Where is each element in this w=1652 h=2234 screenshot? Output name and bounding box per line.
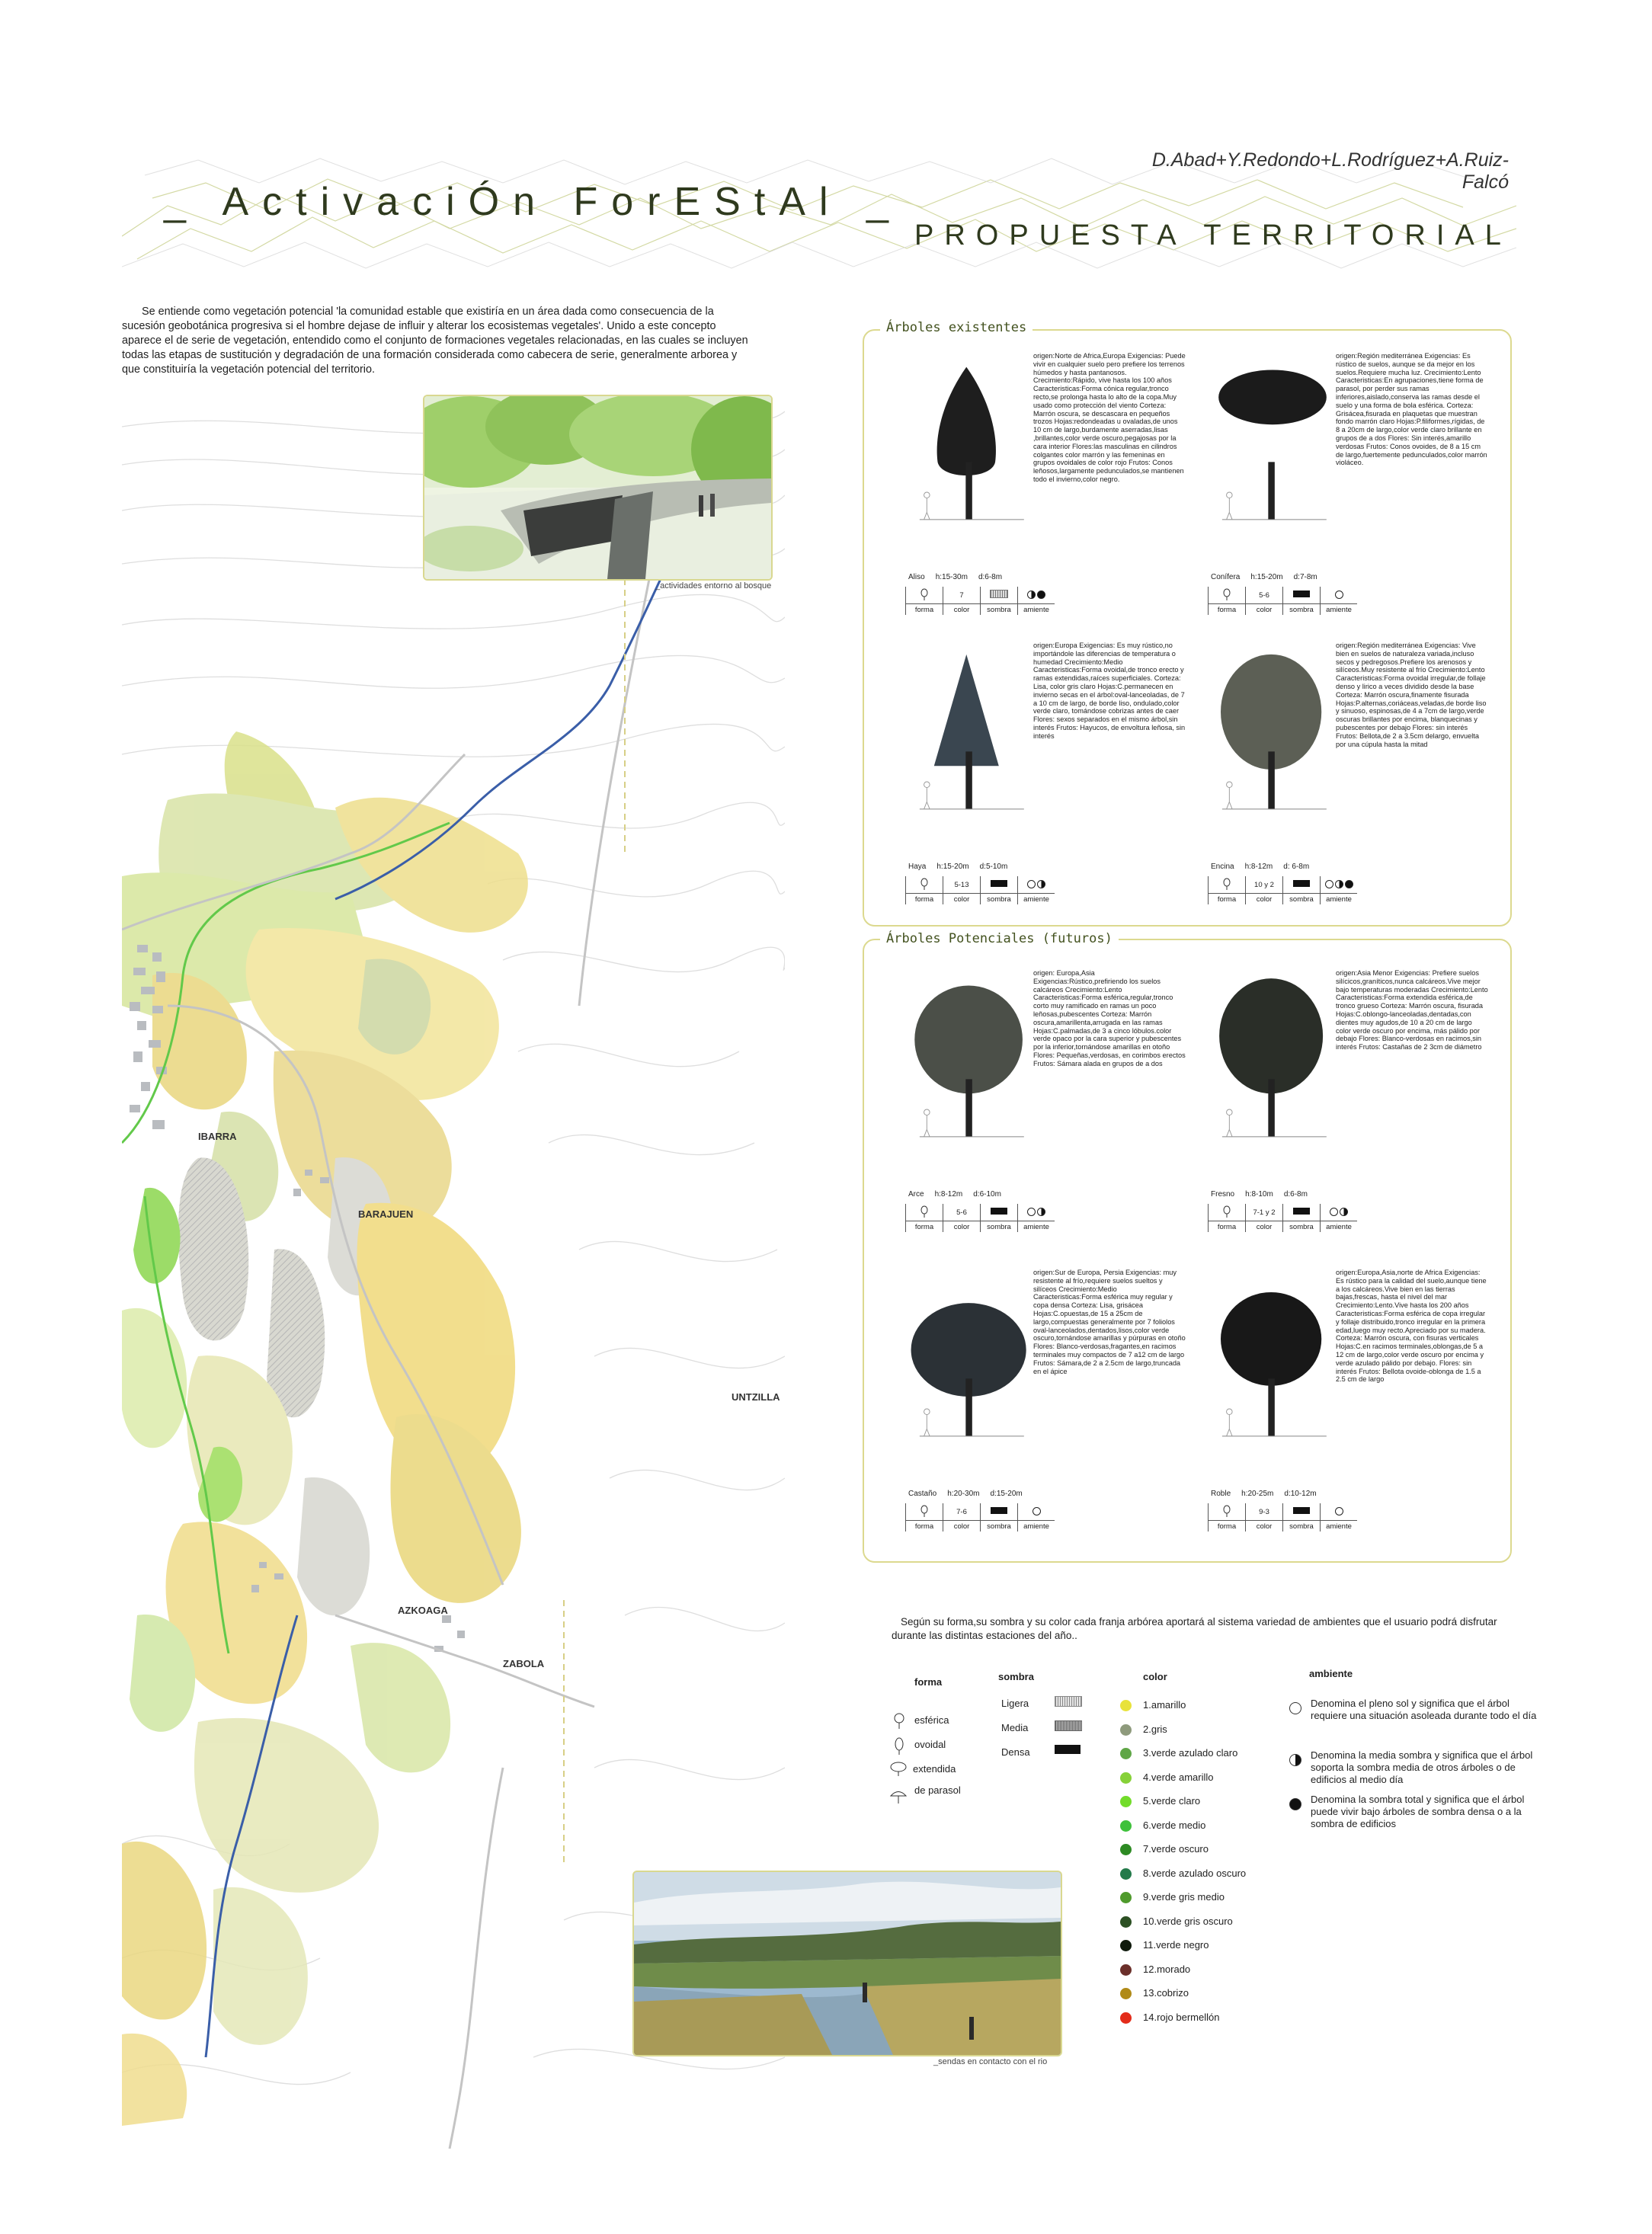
tree-description: origen:Región mediterránea Exigencias: Vive bien en suelos de naturaleza variada,incluso secos y pedregosos.Prefiere los arenosos y silíceos.Muy resistente al frío Crecimiento:Lento Caracteristicas:Forma ovoidal irregular,de follaje denso y lirico a veces dividido desde la base Corteza: Marrón oscura,finamente fisurada Hojas:P.alternas,coriáceas,veladas,de borde liso y sinuoso, espinosas,de 4 a 7cm de largo,verde oscuras brillantes por encima, blanquecinas y pubescentes por debajo Flores: sin interés Frutos: Bellota,de 2 a 3.5cm delargo, envuelta por una cúpula hasta la mitad — [1336, 642, 1487, 748]
table-label-color: color — [943, 1521, 981, 1532]
color-swatch — [1120, 1700, 1132, 1711]
intro-text: Se entiende como vegetación potencial 'la comunidad estable que existiría en un área dada como consecuencia de la sucesión geobotánica progresiva si el hombre dejase de influir y alterar los ecosistemas vegetales'. Unido a este concepto aparece el de serie de vegetación, entendido como el conjunto de formaciones vegetales relacionadas, en las cuales se incluyen todas las etapas de sustitución y degradación de una formación considerada como cabecera de serie, generalmente arborea y que constituiría la vegetación potencial del territorio. — [122, 306, 748, 376]
shade-swatch — [981, 587, 1018, 604]
light-shade-swatch — [1055, 1696, 1082, 1707]
tree-illustration — [1208, 349, 1337, 532]
ambient-empty-icon — [1027, 880, 1036, 888]
tree-card — [890, 634, 1195, 916]
tree-diameter: d: 6-8m — [1283, 863, 1310, 871]
ambient-description: Denomina el pleno sol y significa que el árbol requiere una situación asoleada durante todo el día — [1311, 1698, 1537, 1721]
legend-sombra-title: sombra — [998, 1671, 1034, 1682]
tree-attributes-table — [1208, 587, 1357, 615]
table-label-sombra: sombra — [981, 1221, 1018, 1233]
ovoid-shape-icon — [893, 1737, 905, 1756]
color-swatch — [1120, 1844, 1132, 1855]
color-label: 6.verde medio — [1143, 1819, 1206, 1831]
tree-card — [1193, 634, 1497, 916]
ambient-empty-icon — [1027, 1208, 1036, 1216]
tree-illustration — [1208, 966, 1337, 1149]
tree-description: origen:Región mediterránea Exigencias: Es rústico de suelos, aunque se da mejor en los suelos.Requiere mucha luz. Crecimiento:Lento Caracteristicas:En agrupaciones,tiene forma de parasol, por perder sus ramas inferiores,aislado,conserva las ramas desde el suelo y una forma de bola esférica. Corteza: Grisácea,fisurada en plaquetas que muestran fondo marrón claro Hojas:P.filiformes,rígidas, de 8 a 20cm de largo,color verde claro brillante en grupos de a dos Flores: Sin interés,amarillo verdosas Frutos: Conos ovoides, de 8 a 15 cm de largo,fuertemente pedunculados,color marrón violáceo. — [1336, 352, 1487, 467]
tree-name: Arce — [908, 1190, 924, 1199]
tree-diameter: d:6-10m — [973, 1190, 1001, 1199]
tree-name: Roble — [1211, 1490, 1231, 1498]
table-label-sombra: sombra — [1283, 894, 1321, 905]
legend-intro: Según su forma,su sombra y su color cada franja arbórea aportará al sistema variedad de ambientes que el usuario podrá disfrutar durante las distintas estaciones del año.. — [892, 1616, 1497, 1641]
spherical-shape-icon — [893, 1713, 905, 1730]
table-label-amiente: amiente — [1018, 604, 1055, 616]
color-label: 8.verde azulado oscuro — [1143, 1867, 1247, 1879]
ambient-icons — [1018, 587, 1055, 604]
shade-swatch — [981, 1503, 1018, 1521]
legend-sombra-item: Media — [1001, 1722, 1029, 1733]
tree-description: origen:Norte de Africa,Europa Exigencias: Puede vivir en cualquier suelo pero prefiere los terrenos húmedos y hasta pantanosos. Crecimiento:Rápido, vive hasta los 100 años Caracteristicas:Forma cónica regular,tronco recto,se prolonga hasta lo alto de la copa.Muy usado como protección del viento Corteza: Marrón oscura, se descascara en pequeños trozos Hojas:redondeadas u ovaladas,de unos 10 cm de largo,burdamente aserradas,lisas ,brillantes,color verde oscuro,pegajosas por la cara interior Flores:las masculinas en cilindros colgantes color marrón y las femeninas en grupos ovoidales de color rojo Frutos: Conos leñosos,largamente pedunculados,se mantienen todo el invierno,color negro. — [1033, 352, 1186, 483]
tree-card — [890, 1261, 1195, 1543]
legend-forma-item: extendida — [913, 1763, 956, 1775]
shape-icon — [906, 1503, 943, 1521]
tree-card — [890, 344, 1195, 626]
tree-height: h:20-25m — [1241, 1490, 1274, 1498]
color-swatch — [1120, 1892, 1132, 1903]
tree-name: Encina — [1211, 863, 1234, 871]
ambient-half-icon — [1340, 1208, 1348, 1216]
ambient-icons — [1018, 1503, 1055, 1521]
tree-name-row — [908, 863, 1018, 871]
tree-card — [1193, 1261, 1497, 1543]
table-label-amiente: amiente — [1321, 604, 1358, 616]
ambient-half-icon — [1037, 1208, 1045, 1216]
ambient-empty-icon — [1335, 1507, 1343, 1515]
shape-icon — [906, 587, 943, 604]
photo-caption: _sendas en contacto con el rio — [933, 2057, 1048, 2066]
tree-height: h:20-30m — [947, 1490, 980, 1498]
shade-swatch — [981, 1204, 1018, 1221]
table-label-color: color — [943, 604, 981, 616]
dense-shade-swatch — [1055, 1745, 1081, 1754]
tree-illustration — [905, 1266, 1035, 1448]
table-label-sombra: sombra — [1283, 1221, 1321, 1233]
color-swatch — [1120, 1748, 1132, 1759]
ambient-half-icon — [1027, 591, 1036, 599]
shade-swatch — [1283, 1204, 1321, 1221]
tree-color-code: 5-6 — [1246, 587, 1283, 604]
color-label: 12.morado — [1143, 1963, 1191, 1975]
color-label: 7.verde oscuro — [1143, 1843, 1209, 1855]
tree-card — [890, 962, 1195, 1243]
ambient-half-icon — [1335, 880, 1343, 888]
tree-diameter: d:6-8m — [978, 573, 1003, 581]
ambient-icons — [1321, 1503, 1358, 1521]
shade-swatch — [1283, 587, 1321, 604]
tree-attributes-table — [905, 876, 1055, 904]
tree-name-row — [908, 1190, 1012, 1199]
tree-diameter: d:10-12m — [1284, 1490, 1317, 1498]
tree-height: h:15-20m — [1250, 573, 1283, 581]
authors: D.Abad+Y.Redondo+L.Rodríguez+A.Ruiz-Falcó — [1151, 149, 1509, 193]
tree-description: origen: Europa,Asia Exigencias:Rústico,prefiriendo los suelos calcáreos Crecimiento:Lento Caracteristicas:Forma esférica,regular,tronco corto muy ramificado en ramas un poco leñosas,pubescentes Corteza: Marrón oscura,amarillenta,arrugada en las ramas Hojas:C.palmadas,de 3 a cinco lóbulos.color verde opaco por la cara superior y pubescentes por la inferior,tornándose amarillas en otoño Flores: Pequeñas,verdosas, en corimbos erectos Frutos: Sámara alada en grupos de a dos — [1033, 969, 1186, 1067]
color-label: 13.cobrizo — [1143, 1987, 1189, 1999]
potential-trees-title: Árboles Potenciales (futuros) — [880, 931, 1119, 946]
table-label-forma: forma — [906, 1521, 943, 1532]
table-label-sombra: sombra — [981, 604, 1018, 616]
table-label-color: color — [943, 1221, 981, 1233]
tree-color-code: 10 y 2 — [1246, 876, 1283, 894]
table-label-amiente: amiente — [1018, 1521, 1055, 1532]
table-label-forma: forma — [1209, 1521, 1246, 1532]
ambient-icons — [1321, 1204, 1358, 1221]
shade-swatch — [981, 876, 1018, 894]
table-label-forma: forma — [906, 604, 943, 616]
ambient-icons — [1018, 876, 1055, 894]
tree-name: Haya — [908, 863, 927, 871]
tree-name: Conífera — [1211, 573, 1241, 581]
shape-icon — [906, 1204, 943, 1221]
ambient-description: Denomina la sombra total y significa que el árbol puede vivir bajo árboles de sombra densa o a la sombra de edificios — [1311, 1794, 1525, 1829]
tree-color-code: 5-13 — [943, 876, 981, 894]
tree-diameter: d:6-8m — [1283, 1190, 1308, 1199]
color-swatch — [1120, 1796, 1132, 1807]
color-label: 9.verde gris medio — [1143, 1891, 1225, 1903]
place-label: UNTZILLA — [732, 1391, 780, 1403]
tree-illustration — [1208, 1266, 1337, 1448]
color-label: 1.amarillo — [1143, 1699, 1186, 1711]
table-label-color: color — [1246, 1521, 1283, 1532]
table-label-sombra: sombra — [1283, 1521, 1321, 1532]
table-label-forma: forma — [906, 894, 943, 905]
table-label-sombra: sombra — [981, 894, 1018, 905]
table-label-amiente: amiente — [1321, 1221, 1358, 1233]
table-label-forma: forma — [1209, 604, 1246, 616]
tree-description: origen:Asia Menor Exigencias: Prefiere suelos silícicos,graníticos,nunca calcáreos.Vive mejor bajo temperaturas moderadas Crecimiento:Lento Caracteristicas:Forma extendida esférica,de tronco grueso Corteza: Marrón oscura, fisurada Hojas:C.oblongo-lanceoladas,dentadas,con dientes muy agudos,de 10 a 20 cm de largo color verde oscuro por encima, más pálido por debajo Flores: Blanco-verdosas en racimos,sin interés Frutos: Castañas de 2 3cm de diámetro — [1336, 969, 1488, 1051]
color-swatch — [1120, 1964, 1132, 1976]
legend-sombra-item: Ligera — [1001, 1698, 1029, 1709]
tree-description: origen:Europa,Asia,norte de Africa Exigencias: Es rústico para la calidad del suelo,aunque tiene a los calcáreos.Vive bien en las tierras bajas,frescas, hasta el nivel del mar Crecimiento:Lento.Vive hasta los 200 años Caracteristicas:Forma esférica de copa irregular y follaje distribuido,tronco irregular en la primera edad,luego muy recto.Apreciado por su madera. Corteza: Marrón oscura, con fisuras verticales Hojas:C.en racimos terminales,oblongas,de 5 a 12 cm de largo,color verde oscuro por encima y verde azulado pálido por debajo. Flores: sin interés Frutos: Bellota ovoide-oblonga de 1.5 a 2.5 cm de largo — [1336, 1269, 1487, 1384]
tree-height: h:8-12m — [934, 1190, 963, 1199]
tree-name: Fresno — [1211, 1190, 1235, 1199]
medium-shade-swatch — [1055, 1720, 1082, 1731]
shape-icon — [1209, 876, 1246, 894]
place-label: ZABOLA — [503, 1658, 545, 1669]
place-label: IBARRA — [198, 1131, 237, 1142]
color-swatch — [1120, 1940, 1132, 1951]
place-label: BARAJUEN — [358, 1208, 414, 1220]
tree-color-code: 5-6 — [943, 1204, 981, 1221]
place-label: AZKOAGA — [398, 1605, 448, 1616]
tree-color-code: 7 — [943, 587, 981, 604]
tree-height: h:8-10m — [1245, 1190, 1273, 1199]
table-label-amiente: amiente — [1018, 894, 1055, 905]
tree-height: h:8-12m — [1244, 863, 1273, 871]
legend-forma-title: forma — [914, 1676, 943, 1688]
table-label-color: color — [1246, 604, 1283, 616]
ambient-icons — [1018, 1204, 1055, 1221]
color-label: 14.rojo bermellón — [1143, 2011, 1220, 2023]
ambient-full-icon — [1037, 591, 1045, 599]
tree-name: Castaño — [908, 1490, 937, 1498]
table-label-sombra: sombra — [1283, 604, 1321, 616]
parasol-shape-icon — [890, 1789, 907, 1804]
tree-card — [1193, 344, 1497, 626]
table-label-forma: forma — [1209, 894, 1246, 905]
tree-color-code: 9-3 — [1246, 1503, 1283, 1521]
legend-color-title: color — [1143, 1671, 1167, 1682]
tree-diameter: d:5-10m — [979, 863, 1008, 871]
legend-forma-item: esférica — [914, 1714, 949, 1726]
tree-color-code: 7-1 y 2 — [1246, 1204, 1283, 1221]
tree-attributes-table — [1208, 876, 1357, 904]
color-swatch — [1120, 1988, 1132, 1999]
color-label: 3.verde azulado claro — [1143, 1747, 1238, 1759]
shade-swatch — [1283, 1503, 1321, 1521]
shape-icon — [1209, 1503, 1246, 1521]
tree-name-row — [1211, 1490, 1327, 1498]
ambient-full-icon — [1345, 880, 1353, 888]
color-swatch — [1120, 1724, 1132, 1736]
tree-attributes-table — [1208, 1503, 1357, 1531]
table-label-forma: forma — [906, 1221, 943, 1233]
tree-height: h:15-30m — [935, 573, 968, 581]
page-subtitle: PROPUESTA TERRITORIAL — [914, 219, 1512, 251]
photo-caption: _actividades entorno al bosque — [655, 581, 772, 591]
tree-attributes-table — [905, 1503, 1055, 1531]
table-label-sombra: sombra — [981, 1521, 1018, 1532]
tree-attributes-table — [905, 587, 1055, 615]
tree-diameter: d:15-20m — [990, 1490, 1023, 1498]
full-shade-icon — [1289, 1798, 1301, 1810]
tree-description: origen:Sur de Europa, Persia Exigencias: muy resistente al frío,requiere suelos sueltos y silíceos Crecimiento:Medio Caracteristicas:Forma esférica muy regular y copa densa Corteza: Lisa, grisácea Hojas:C.opuestas,de 15 a 25cm de largo,compuestas generalmente por 7 foliolos oval-lanceolados,dentados,lisos,color verde oscuro,tornándose amarillas y púrpuras en otoño Flores: Blanco-verdosas,fragantes,en racimos terminales muy compactos de 7 a12 cm de largo Frutos: Sámara,de 2 a 2.5cm de largo,truncada en el ápice — [1033, 1269, 1186, 1375]
table-label-amiente: amiente — [1321, 894, 1358, 905]
tree-height: h:15-20m — [936, 863, 969, 871]
tree-color-code: 7-6 — [943, 1503, 981, 1521]
table-label-forma: forma — [1209, 1221, 1246, 1233]
table-label-color: color — [1246, 1221, 1283, 1233]
ambient-icons — [1321, 876, 1358, 894]
tree-diameter: d:7-8m — [1293, 573, 1317, 581]
color-swatch — [1120, 1916, 1132, 1928]
color-label: 10.verde gris oscuro — [1143, 1915, 1233, 1927]
tree-description: origen:Europa Exigencias: Es muy rústico,no importándole las diferencias de temperatura o humedad Crecimiento:Medio Caracteristicas:Forma ovoidal,de tronco erecto y ramas extendidas,raíces superficiales. Corteza: Lisa, color gris claro Hojas:C.permanecen en invierno secas en el árbol:oval-lanceoladas, de 7 a 10 cm de largo, de borde liso, ondulado,color verde claro, tomándose cobrizas antes de caer Flores: sexos separados en el mismo árbol,sin interés Frutos: Hayucos, de envoltura leñosa, sin interés — [1033, 642, 1186, 740]
color-swatch — [1120, 1820, 1132, 1832]
legend-ambiente-title: ambiente — [1309, 1668, 1353, 1679]
table-label-amiente: amiente — [1018, 1221, 1055, 1233]
ambient-half-icon — [1037, 880, 1045, 888]
table-label-color: color — [1246, 894, 1283, 905]
tree-card — [1193, 962, 1497, 1243]
river-paths-photo — [632, 1871, 1062, 2056]
color-swatch — [1120, 1772, 1132, 1784]
color-swatch — [1120, 2012, 1132, 2024]
ambient-empty-icon — [1330, 1208, 1338, 1216]
tree-name-row — [1211, 1190, 1318, 1199]
ambient-empty-icon — [1335, 591, 1343, 599]
shape-icon — [1209, 587, 1246, 604]
shape-icon — [1209, 1204, 1246, 1221]
ambient-icons — [1321, 587, 1358, 604]
tree-illustration — [1208, 639, 1337, 821]
ambient-empty-icon — [1325, 880, 1333, 888]
color-label: 2.gris — [1143, 1723, 1167, 1735]
shape-icon — [906, 876, 943, 894]
legend-forma-item: ovoidal — [914, 1739, 946, 1750]
forest-activities-photo — [423, 395, 773, 581]
shade-swatch — [1283, 876, 1321, 894]
color-label: 11.verde negro — [1143, 1939, 1209, 1951]
legend-forma-item: de parasol — [914, 1784, 961, 1796]
page-title: _ ActivaciÓn ForEStAl _ — [164, 180, 902, 224]
color-swatch — [1120, 1868, 1132, 1880]
tree-illustration — [905, 349, 1035, 532]
tree-attributes-table — [1208, 1204, 1357, 1232]
tree-name-row — [1211, 573, 1328, 581]
ambient-description: Denomina la media sombra y significa que el árbol soporta la sombra media de otros árboles o de edificios al medio día — [1311, 1749, 1533, 1785]
tree-illustration — [905, 639, 1035, 821]
extended-shape-icon — [890, 1762, 907, 1777]
full-sun-icon — [1289, 1702, 1301, 1714]
tree-attributes-table — [905, 1204, 1055, 1232]
table-label-amiente: amiente — [1321, 1521, 1358, 1532]
color-label: 4.verde amarillo — [1143, 1771, 1214, 1783]
tree-name-row — [908, 1490, 1033, 1498]
tree-name: Aliso — [908, 573, 925, 581]
legend-sombra-item: Densa — [1001, 1746, 1030, 1758]
ambient-empty-icon — [1032, 1507, 1041, 1515]
half-shade-icon — [1289, 1754, 1301, 1766]
existing-trees-title: Árboles existentes — [880, 320, 1032, 335]
tree-name-row — [1211, 863, 1320, 871]
color-label: 5.verde claro — [1143, 1795, 1201, 1807]
tree-name-row — [908, 573, 1013, 581]
tree-illustration — [905, 966, 1035, 1149]
table-label-color: color — [943, 894, 981, 905]
